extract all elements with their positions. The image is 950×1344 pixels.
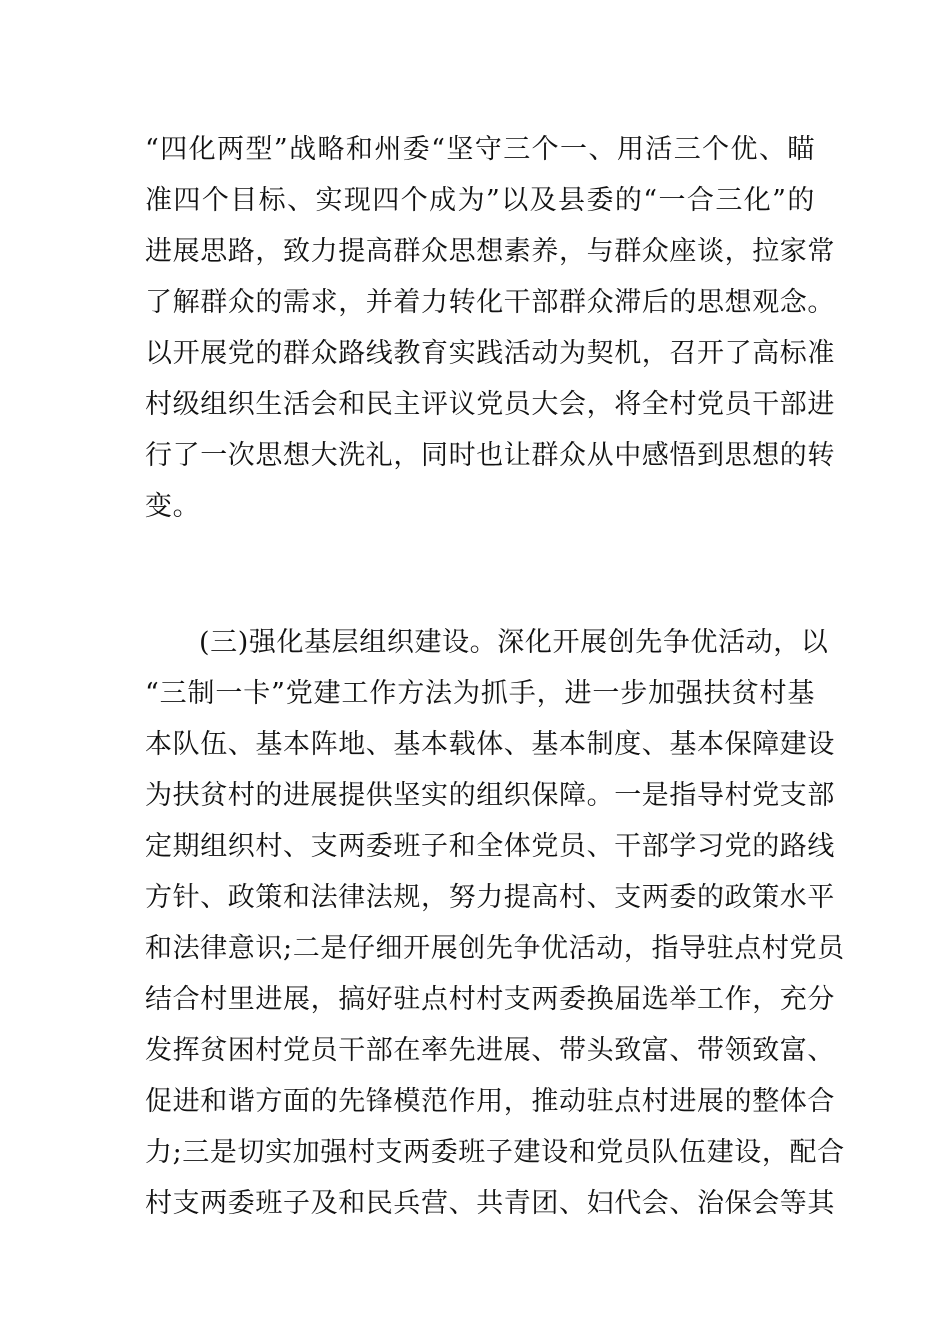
paragraph-line: 发挥贫困村党员干部在率先进展、带头致富、带领致富、 — [145, 1035, 835, 1066]
paragraph-line: 村支两委班子及和民兵营、共青团、妇代会、治保会等其 — [145, 1188, 835, 1219]
paragraph-line: 为扶贫村的进展提供坚实的组织保障。一是指导村党支部 — [145, 780, 835, 811]
paragraph-line: 了解群众的需求，并着力转化干部群众滞后的思想观念。 — [145, 287, 835, 318]
paragraph-line: 定期组织村、支两委班子和全体党员、干部学习党的路线 — [145, 831, 835, 862]
paragraph-line: 结合村里进展，搞好驻点村村支两委换届选举工作，充分 — [145, 984, 835, 1015]
paragraph-line: 本队伍、基本阵地、基本载体、基本制度、基本保障建设 — [145, 729, 835, 760]
section-heading-line: (三)强化基层组织建设。深化开展创先争优活动，以 — [199, 627, 829, 658]
paragraph-line: 变。 — [145, 491, 201, 522]
paragraph-2 — [145, 617, 845, 1229]
paragraph-line: 方针、政策和法律法规，努力提高村、支两委的政策水平 — [145, 882, 835, 913]
paragraph-line: 和法律意识;二是仔细开展创先争优活动，指导驻点村党员 — [145, 933, 845, 964]
paragraph-line: 以开展党的群众路线教育实践活动为契机，召开了高标准 — [145, 338, 835, 369]
paragraph-line: 促进和谐方面的先锋模范作用，推动驻点村进展的整体合 — [145, 1086, 835, 1117]
paragraph-line: “三制一卡”党建工作方法为抓手，进一步加强扶贫村基 — [145, 678, 815, 709]
paragraph-line: 准四个目标、实现四个成为”以及县委的“一合三化”的 — [145, 185, 815, 216]
paragraph-line: 进展思路，致力提高群众思想素养，与群众座谈，拉家常 — [145, 236, 835, 267]
paragraph-line: 村级组织生活会和民主评议党员大会，将全村党员干部进 — [145, 389, 835, 420]
paragraph-line: 力;三是切实加强村支两委班子建设和党员队伍建设，配合 — [145, 1137, 845, 1168]
paragraph-line: 行了一次思想大洗礼，同时也让群众从中感悟到思想的转 — [145, 440, 835, 471]
paragraph-1 — [145, 124, 835, 532]
paragraph-line: “四化两型”战略和州委“坚守三个一、用活三个优、瞄 — [145, 134, 815, 165]
